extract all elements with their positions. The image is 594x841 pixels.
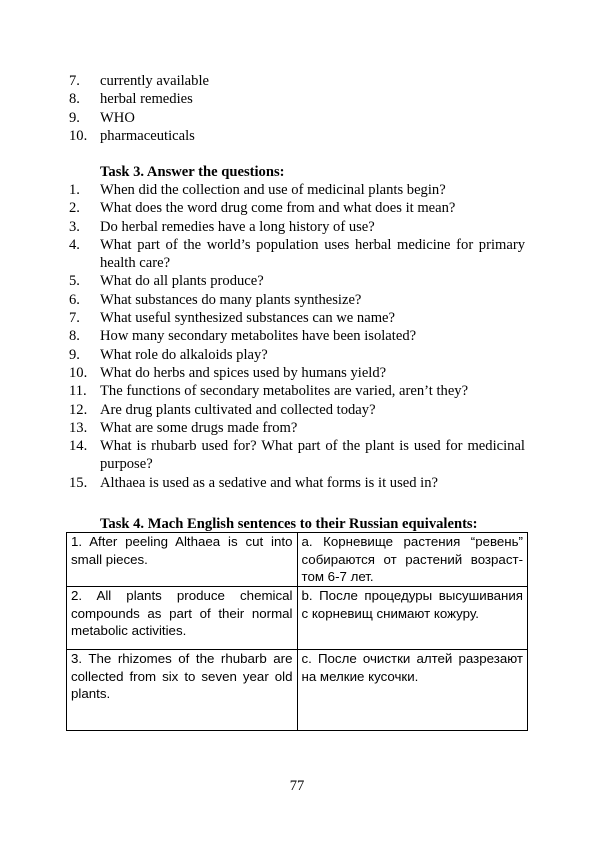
task3-heading: Task 3. Answer the questions: [100, 164, 285, 180]
question-number: 3. [69, 218, 80, 235]
item-number: 9. [69, 109, 80, 126]
question-item [69, 236, 525, 273]
question-text: What role do alkaloids play? [100, 346, 268, 363]
question-item [69, 419, 525, 437]
question-text: Althaea is used as a sedative and what forms is it used in? [100, 474, 439, 491]
item-text: WHO [100, 109, 135, 126]
question-number: 12. [69, 401, 88, 418]
task4-heading: Task 4. Mach English sentences to their Russian equivalents: [100, 516, 478, 532]
question-number: 15. [69, 474, 88, 491]
question-number: 13. [69, 419, 88, 436]
item-number: 8. [69, 91, 80, 108]
question-text: The functions of secondary metabolites are varied, aren’t they? [100, 383, 469, 400]
item-text: pharmaceuticals [100, 127, 195, 144]
question-item [69, 309, 525, 327]
question-item [69, 272, 525, 290]
question-text: What do all plants produce? [100, 273, 264, 290]
question-number: 7. [69, 310, 80, 327]
question-item [69, 382, 525, 400]
question-item [69, 474, 525, 492]
item-text: currently available [100, 73, 209, 89]
question-text: What do herbs and spices used by humans yield? [100, 364, 387, 381]
question-number: 5. [69, 273, 80, 290]
table-row [67, 533, 528, 587]
question-number: 1. [69, 182, 80, 198]
question-text: When did the collection and use of medicinal plants begin? [100, 182, 446, 198]
questions-list [69, 181, 525, 492]
question-number: 8. [69, 328, 80, 345]
list-item [69, 72, 525, 90]
question-text: How many secondary metabolites have been isolated? [100, 328, 417, 345]
question-item [69, 437, 525, 474]
question-text: Do herbal remedies have a long history of use? [100, 218, 375, 235]
question-number: 2. [69, 200, 80, 217]
english-sentence-cell: 3. The rhizomes of the rhubarb are collected from six to seven year old plants. [67, 650, 298, 731]
question-item [69, 364, 525, 382]
question-text: What are some drugs made from? [100, 419, 298, 436]
question-text: What useful synthesized substances can we name? [100, 310, 396, 327]
table-row [67, 650, 528, 731]
english-sentence-cell: 1. After peeling Althaea is cut into small pieces. [67, 533, 298, 587]
russian-sentence-cell: c. После очистки алтей разрезают на мелкие кусочки. [297, 650, 528, 731]
russian-sentence-cell: b. После процедуры высушивания с корневищ снимают кожуру. [297, 587, 528, 650]
question-text: What part of the world’s population uses herbal medicine for primary health care? [100, 236, 525, 272]
question-item [69, 199, 525, 217]
question-item [69, 291, 525, 309]
russian-sentence-cell: a. Корневище растения “ревень” собираются от растений возрасттом 6-7 лет. [297, 533, 528, 587]
question-number: 4. [69, 236, 80, 253]
list-item [69, 109, 525, 127]
question-number: 14. [69, 438, 88, 455]
question-number: 9. [69, 346, 80, 363]
question-item [69, 218, 525, 236]
item-number: 10. [69, 127, 88, 144]
matching-table [66, 532, 528, 731]
list-item [69, 90, 525, 108]
page-number: 77 [289, 778, 305, 794]
question-text: What does the word drug come from and what does it mean? [100, 200, 456, 217]
question-number: 11. [69, 383, 87, 400]
question-item [69, 327, 525, 345]
item-number: 7. [69, 73, 80, 89]
question-item [69, 346, 525, 364]
item-text: herbal remedies [100, 91, 193, 108]
list-item [69, 127, 525, 145]
question-number: 6. [69, 291, 80, 308]
vocabulary-list [69, 72, 525, 145]
question-item [69, 401, 525, 419]
question-text: What substances do many plants synthesize? [100, 291, 362, 308]
english-sentence-cell: 2. All plants produce chemical compounds as part of their normal metabolic activities. [67, 587, 298, 650]
question-item [69, 181, 525, 199]
table-row [67, 587, 528, 650]
question-number: 10. [69, 364, 88, 381]
question-text: What is rhubarb used for? What part of the plant is used for medicinal purpose? [100, 438, 525, 473]
question-text: Are drug plants cultivated and collected today? [100, 401, 376, 418]
